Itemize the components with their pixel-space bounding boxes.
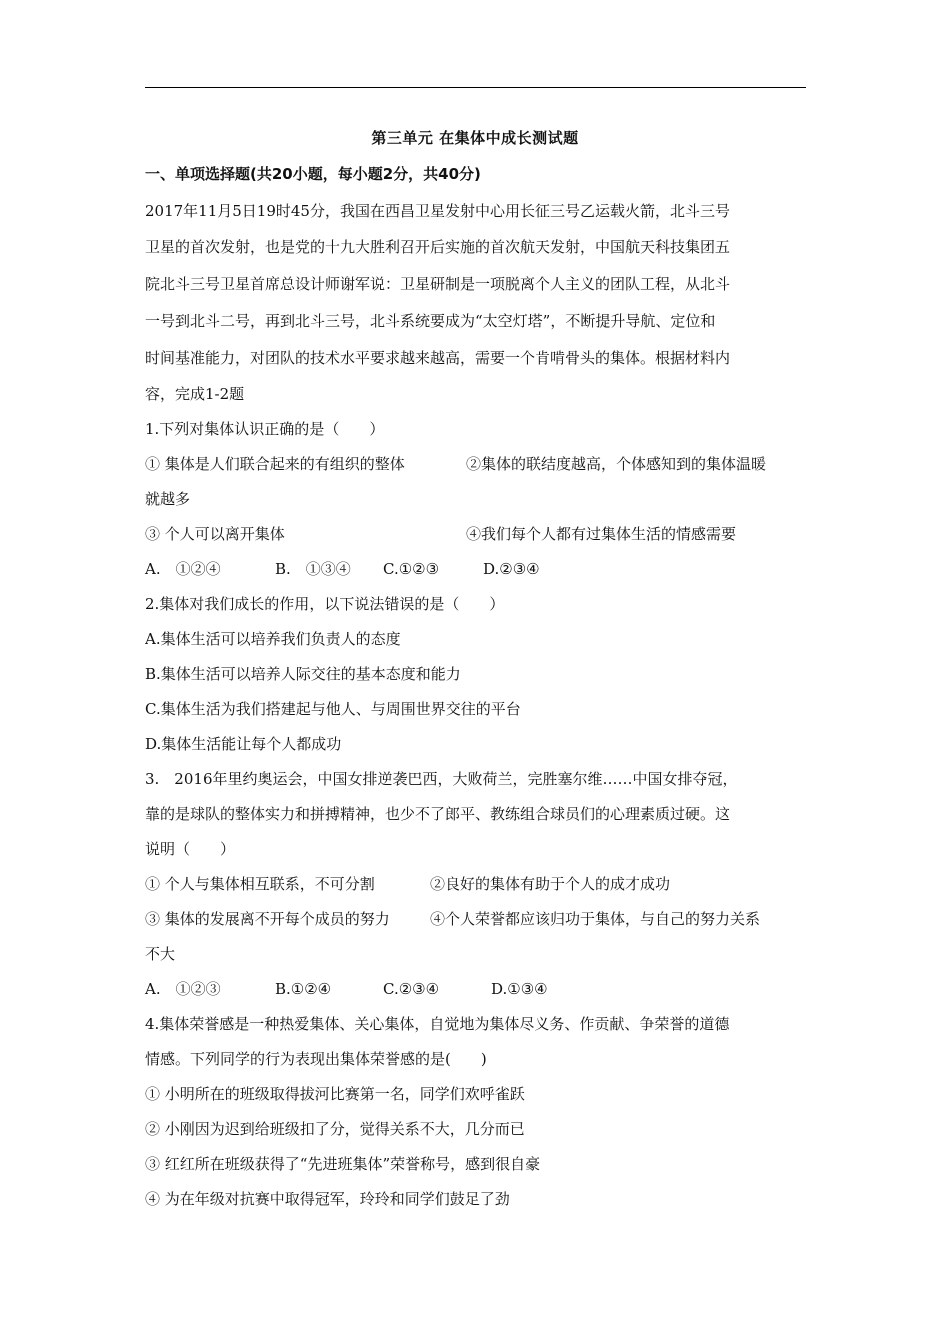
question-stem: 2.集体对我们成长的作用，以下说法错误的是（ ） (145, 595, 505, 613)
header-rule (145, 87, 806, 88)
option-d: D.集体生活能让每个人都成功 (145, 735, 342, 753)
option-a: A. ①②③ (145, 980, 221, 998)
question-4 (145, 1007, 809, 1217)
answer-options (145, 972, 809, 1007)
option-c: C.集体生活为我们搭建起与他人、与周围世界交往的平台 (145, 700, 521, 718)
question-2 (145, 587, 809, 762)
passage-line: 一号到北斗二号，再到北斗三号，北斗系统要成为“太空灯塔”，不断提升导航、定位和 (145, 312, 716, 330)
passage-line: 时间基准能力，对团队的技术水平要求越来越高，需要一个肯啃骨头的集体。根据材料内 (145, 349, 731, 367)
option-c: C.①②③ (383, 560, 440, 578)
statement-4: ④ 为在年级对抗赛中取得冠军，玲玲和同学们鼓足了劲 (145, 1190, 510, 1208)
question-stem: 4.集体荣誉感是一种热爱集体、关心集体，自觉地为集体尽义务、作贡献、争荣誉的道德 (145, 1015, 730, 1033)
passage-line: 2017年11月5日19时45分，我国在西昌卫星发射中心用长征三号乙运载火箭，北斗三号 (145, 202, 730, 220)
statement-2: ②集体的联结度越高，个体感知到的集体温暖 (466, 455, 767, 473)
passage-line: 卫星的首次发射，也是党的十九大胜利召开后实施的首次航天发射，中国航天科技集团五 (145, 238, 731, 256)
question-1 (145, 412, 809, 587)
document-body (145, 194, 809, 1217)
question-stem: 说明（ ） (145, 840, 236, 858)
passage (145, 194, 809, 412)
question-stem: 情感。下列同学的行为表现出集体荣誉感的是( ) (145, 1050, 487, 1068)
option-a: A.集体生活可以培养我们负责人的态度 (145, 630, 401, 648)
statement-2: ②良好的集体有助于个人的成才成功 (430, 875, 671, 893)
question-stem: 1.下列对集体认识正确的是（ ） (145, 420, 385, 438)
statement-3: ③ 集体的发展离不开每个成员的努力 (145, 910, 390, 928)
page-title: 第三单元 在集体中成长测试题 (371, 129, 579, 147)
statement-row (145, 867, 809, 902)
statement-1: ① 集体是人们联合起来的有组织的整体 (145, 455, 405, 473)
statement-4: ④我们每个人都有过集体生活的情感需要 (466, 525, 737, 543)
question-3 (145, 762, 809, 1007)
statement-1: ① 小明所在的班级取得拔河比赛第一名，同学们欢呼雀跃 (145, 1085, 525, 1103)
statement-row (145, 902, 809, 937)
statement-2-cont: 就越多 (145, 490, 191, 508)
option-d: D.②③④ (483, 560, 540, 578)
section-heading: 一、单项选择题(共20小题，每小题2分，共40分) (145, 165, 481, 183)
answer-options (145, 552, 809, 587)
statement-row (145, 447, 809, 482)
question-stem: 靠的是球队的整体实力和拼搏精神，也少不了郎平、教练组合球员们的心理素质过硬。这 (145, 805, 731, 823)
option-c: C.②③④ (383, 980, 440, 998)
option-b: B. ①③④ (275, 560, 351, 578)
statement-2: ② 小刚因为迟到给班级扣了分，觉得关系不大，几分而已 (145, 1120, 525, 1138)
option-b: B.集体生活可以培养人际交往的基本态度和能力 (145, 665, 461, 683)
statement-3: ③ 个人可以离开集体 (145, 525, 285, 543)
option-a: A. ①②④ (145, 560, 221, 578)
question-stem: 3. 2016年里约奥运会，中国女排逆袭巴西，大败荷兰，完胜塞尔维……中国女排夺冠， (145, 770, 738, 788)
statement-1: ① 个人与集体相互联系，不可分割 (145, 875, 375, 893)
statement-4: ④个人荣誉都应该归功于集体，与自己的努力关系 (430, 910, 761, 928)
statement-row (145, 517, 809, 552)
statement-3: ③ 红红所在班级获得了“先进班集体”荣誉称号，感到很自豪 (145, 1155, 541, 1173)
passage-line: 容，完成1-2题 (145, 385, 245, 403)
option-b: B.①②④ (275, 980, 332, 998)
option-d: D.①③④ (491, 980, 548, 998)
passage-line: 院北斗三号卫星首席总设计师谢军说：卫星研制是一项脱离个人主义的团队工程，从北斗 (145, 275, 731, 293)
statement-4-cont: 不大 (145, 945, 176, 963)
